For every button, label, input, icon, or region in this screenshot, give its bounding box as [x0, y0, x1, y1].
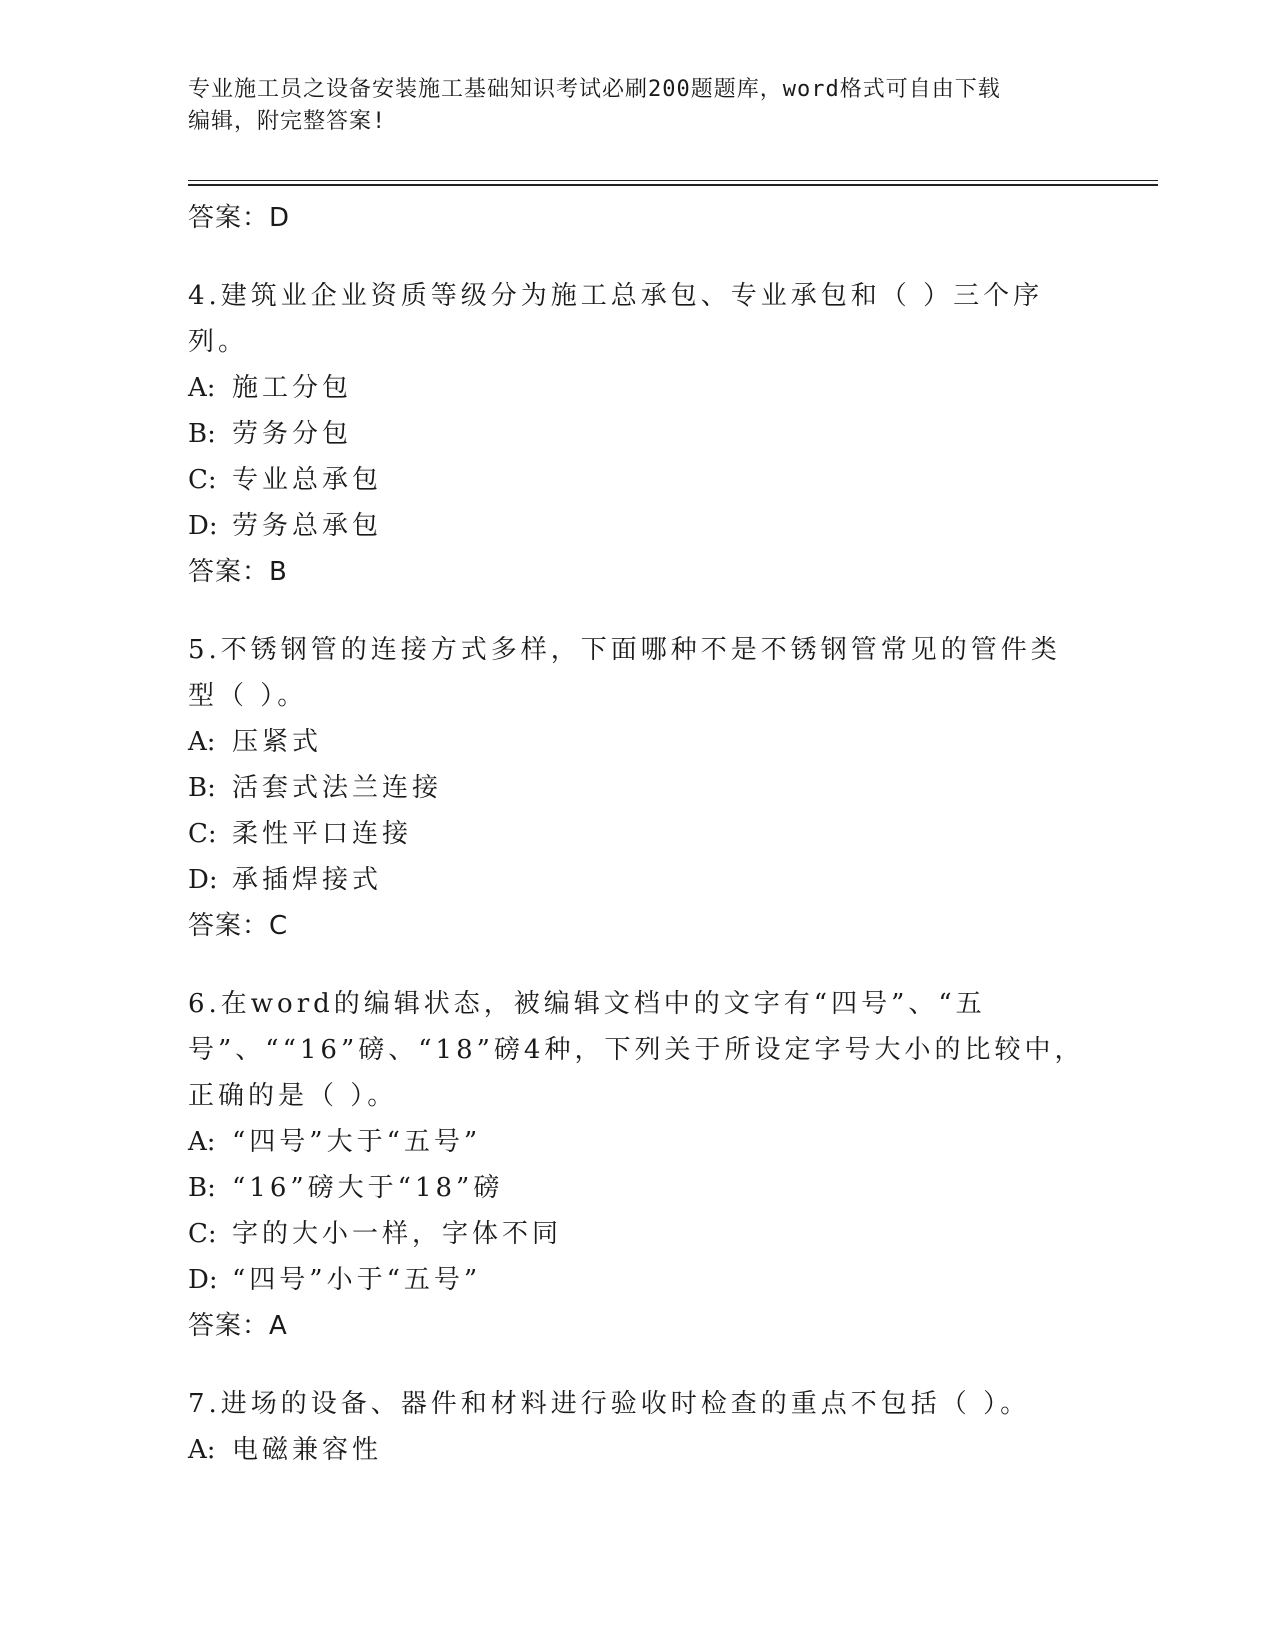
option-key: C:: [188, 465, 217, 495]
option-key: A:: [188, 373, 216, 403]
option-key: D:: [188, 1265, 218, 1295]
option-key: D:: [188, 865, 218, 895]
option-text: 柔性平口连接: [232, 819, 413, 849]
option-a: [188, 365, 1088, 411]
option-d: [188, 503, 1088, 549]
option-text: 承插焊接式: [232, 865, 383, 895]
header-divider-double: [188, 184, 1158, 186]
option-text: 专业总承包: [232, 465, 383, 495]
question-stem: 4.建筑业企业资质等级分为施工总承包、专业承包和（ ）三个序列。: [188, 281, 1044, 357]
option-text: 劳务总承包: [232, 511, 383, 541]
question-item: [188, 1381, 1088, 1473]
question-item: [188, 273, 1088, 595]
option-key: B:: [188, 1173, 216, 1203]
option-key: D:: [188, 511, 218, 541]
option-text: 劳务分包: [232, 419, 353, 449]
question-item: [188, 981, 1088, 1349]
option-a: [188, 1427, 1088, 1473]
option-text: 施工分包: [232, 373, 353, 403]
answer-line: 答案：D: [188, 203, 291, 233]
option-key: A:: [188, 1127, 216, 1157]
question-stem: 6.在word的编辑状态，被编辑文档中的文字有“四号”、“五号”、““16”磅、“18”磅4种，下列关于所设定字号大小的比较中，正确的是（ ）。: [188, 989, 1085, 1111]
option-c: [188, 811, 1088, 857]
document-header: [188, 74, 1068, 138]
option-key: C:: [188, 819, 217, 849]
header-line-2: 编辑，附完整答案!: [188, 109, 387, 134]
answer-line: 答案：A: [188, 1311, 288, 1341]
answer-line: 答案：C: [188, 911, 289, 941]
header-line-1: 专业施工员之设备安装施工基础知识考试必刷200题题库，word格式可自由下载: [188, 77, 1001, 102]
option-d: [188, 1257, 1088, 1303]
option-a: [188, 1119, 1088, 1165]
option-d: [188, 857, 1088, 903]
option-key: A:: [188, 1435, 216, 1465]
question-stem: 7.进场的设备、器件和材料进行验收时检查的重点不包括（ ）。: [188, 1389, 1031, 1419]
option-c: [188, 457, 1088, 503]
option-text: “四号”小于“五号”: [232, 1265, 482, 1295]
answer-line: 答案：B: [188, 557, 288, 587]
option-b: [188, 1165, 1088, 1211]
option-text: 字的大小一样，字体不同: [232, 1219, 563, 1249]
option-b: [188, 765, 1088, 811]
option-text: “四号”大于“五号”: [232, 1127, 482, 1157]
option-text: “16”磅大于“18”磅: [232, 1173, 504, 1203]
option-key: B:: [188, 419, 216, 449]
option-c: [188, 1211, 1088, 1257]
option-text: 活套式法兰连接: [232, 773, 443, 803]
option-text: 压紧式: [232, 727, 323, 757]
option-a: [188, 719, 1088, 765]
option-key: A:: [188, 727, 216, 757]
option-b: [188, 411, 1088, 457]
header-divider: [188, 180, 1158, 181]
option-key: B:: [188, 773, 216, 803]
option-text: 电磁兼容性: [232, 1435, 383, 1465]
question-list: [188, 195, 1088, 1473]
option-key: C:: [188, 1219, 217, 1249]
question-item: [188, 627, 1088, 949]
question-stem: 5.不锈钢管的连接方式多样，下面哪种不是不锈钢管常见的管件类型（ ）。: [188, 635, 1061, 711]
